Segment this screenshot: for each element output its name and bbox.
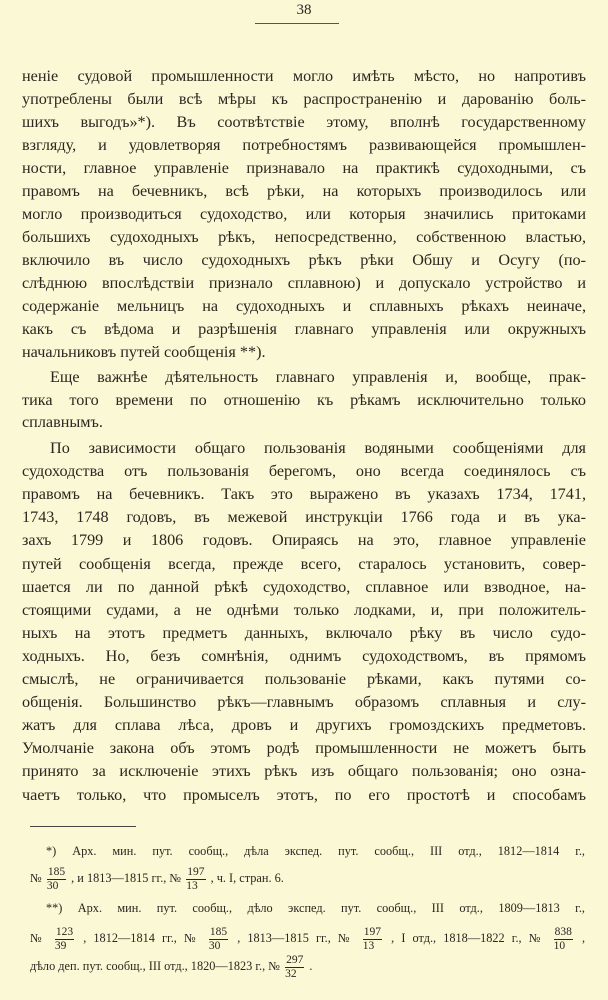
footnote-text: **) Арх. мин. пут. сообщ., дѣло экспед. пут. сообщ., III отд., 1809—1813 г., [46,901,585,915]
text-line: содержаніе мельницъ на судоходныхъ и сплавныхъ рѣкахъ неиначе, [22,297,586,315]
fraction-numerator: 197 [187,865,205,878]
text-line: правомъ на бечевникъ. Такъ это выражено въ указахъ 1734, 1741, [22,485,586,504]
text-line: стоящими судами, а не однѣми только лодками, и, при положитель- [22,600,586,619]
fraction-number [186,866,205,893]
text-line: 1743, 1748 годовъ, въ межевой инструкціи 1766 года и въ ука- [22,508,586,527]
footnote-text: , 1813—1815 гг., № [237,931,354,945]
fraction-denominator: 13 [186,879,198,892]
footnote-text: № [30,871,42,885]
footnote-1-row [46,836,585,866]
page-number: 38 [296,2,312,18]
fraction-denominator: 13 [362,939,375,952]
text-line: включило въ число судоходныхъ рѣкъ рѣки Обшу и Осугу (по- [22,251,586,269]
text-line: слѣднюю впослѣдствіи признало сплавною) и допускало устройство и [22,274,586,292]
text-line: шается ли по данной рѣкѣ судоходство, сплавное или взводное, на- [22,577,586,596]
text-line: ныхъ на этотъ предметъ данныхъ, включало рѣку въ число судо- [22,623,586,642]
fraction-number [363,926,382,953]
fraction-numerator: 185 [47,865,66,878]
text-line: общенія. Большинство рѣкъ—главнымъ образомъ сплавныя и слу- [22,693,586,712]
fraction-numerator: 185 [209,925,228,938]
footnote-text: , и 1813—1815 гг., № [71,871,182,885]
text-line: правомъ на бечевникъ, всѣ рѣки, на которыхъ производилось или [22,182,586,200]
text-line: сплавнымъ. [22,413,103,431]
text-line: Умолчаніе закона объ этомъ родѣ промышленности не можетъ быть [22,739,586,758]
fraction-number [285,954,304,981]
footnote-text: *) Арх. мин. пут. сообщ., дѣла экспед. пут. сообщ., III отд., 1812—1814 г., [46,844,585,858]
text-line: употреблены были всѣ мѣры къ распространенію и дарованію боль- [22,90,586,108]
fraction-denominator: 32 [285,967,297,980]
text-line: большихъ судоходныхъ рѣкъ, непосредственно, собственною властью, [22,228,586,246]
fraction-numerator: 297 [286,953,304,966]
fraction-numerator: 123 [55,925,74,938]
footnote-text: дѣло деп. пут. сообщ., III отд., 1820—1823 г., № [30,959,280,973]
text-line: могло производиться судоходство, или которыя значились притоками [22,205,586,223]
text-line: тика того времени по отношенію къ рѣкамъ исключительно только [22,391,586,409]
text-line: жатъ для сплава лѣса, дровъ и другихъ громоздскихъ предметовъ. [22,716,586,735]
footnote-text: № [30,931,46,945]
text-line: принято за исключеніе этихъ рѣкъ изъ общаго пользованія; оно озна- [22,762,586,781]
fraction-denominator: 30 [46,879,59,892]
footnote-text: , 1812—1814 гг., № [83,931,200,945]
text-line: ходныхъ. Но, безъ сомнѣнія, однимъ судоходствомъ, въ прямомъ [22,646,586,665]
fraction-denominator: 30 [208,939,221,952]
header-rule [255,23,339,24]
text-line: взгляду, и удовлетворяя потребностямъ развивающейся промышлен- [22,136,586,154]
fraction-number [554,926,573,953]
footnote-2-row [30,951,585,981]
text-line: Еще важнѣе дѣятельность главнаго управленія и, вообще, прак- [50,368,586,386]
footnote-text: , ч. I, стран. 6. [210,871,284,885]
footnote-separator [30,826,136,827]
footnote-text: . [309,959,313,973]
footnote-text: , I отд., 1818—1822 г., № [391,931,545,945]
text-line: чаетъ только, что промыселъ этотъ, по его простотѣ и способамъ [22,785,586,804]
text-line: начальниковъ путей сообщенія **). [22,343,266,361]
fraction-denominator: 39 [54,939,67,952]
footnote-text: , [581,931,586,945]
text-line: ности, главное управленіе признавало на практикѣ судоходными, съ [22,159,586,177]
text-line: неніе судовой промышленности могло имѣть мѣсто, но напротивъ [22,67,586,85]
fraction-number [209,926,228,953]
fraction-numerator: 838 [554,925,572,938]
text-line: смыслѣ, не ограничивается пользованіе рѣками, какъ путями со- [22,670,586,688]
text-line: какъ съ вѣдома и разрѣшенія главнаго управленія или окружныхъ [22,320,586,338]
text-line: путей сообщенія всегда, прежде всего, старалось установить, совер- [22,554,586,573]
footnote-2-row [46,893,585,923]
footnote-1-row [30,863,585,893]
fraction-number [55,926,74,953]
footnote-2-row [30,923,585,953]
fraction-number [47,866,66,893]
text-line: шихъ выгодъ»*). Въ соотвѣтствіе этому, вполнѣ государственному [22,113,586,131]
text-line: судоходства отъ пользованія берегомъ, оно всегда соединялось съ [22,462,586,481]
fraction-denominator: 10 [553,939,566,952]
fraction-numerator: 197 [363,925,382,938]
text-line: захъ 1799 и 1806 годовъ. Опираясь на это, главное управленіе [22,531,586,550]
text-line: По зависимости общаго пользованія водяными сообщеніями для [50,439,586,457]
